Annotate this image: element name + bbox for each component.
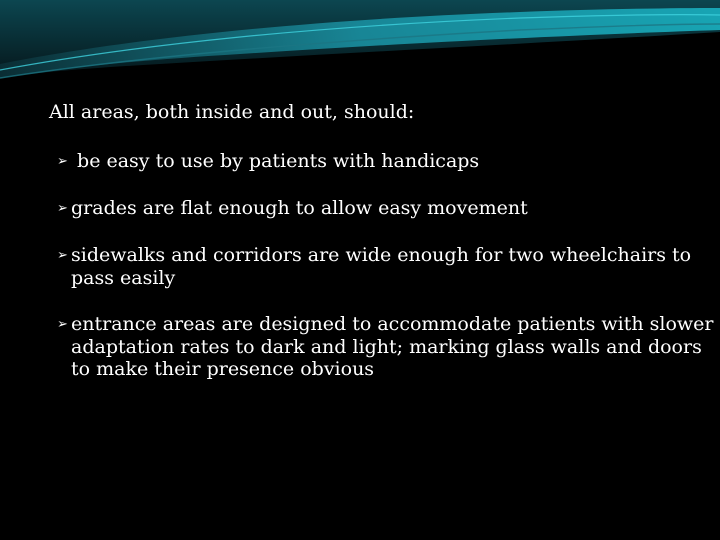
bullet-text: sidewalks and corridors are wide enough for two wheelchairs to pass easily	[71, 244, 692, 289]
arrow-bullet-icon: ➢	[57, 154, 68, 169]
arrow-bullet-icon: ➢	[57, 317, 68, 332]
bullet-text: be easy to use by patients with handicaps	[71, 150, 480, 172]
bullet-list	[49, 150, 714, 380]
bullet-text: entrance areas are designed to accommodate patients with slower adaptation rates to dark and light; marking glass walls and doors to make their presence obvious	[71, 313, 714, 380]
arrow-bullet-icon: ➢	[57, 201, 68, 216]
header-wave-decoration	[0, 0, 720, 90]
slide-body	[49, 100, 714, 404]
list-item	[49, 197, 714, 220]
intro-text: All areas, both inside and out, should:	[49, 101, 415, 123]
arrow-bullet-icon: ➢	[57, 248, 68, 263]
list-item	[49, 244, 714, 289]
list-item	[49, 313, 714, 380]
bullet-text: grades are flat enough to allow easy movement	[71, 197, 528, 219]
list-item	[49, 150, 714, 173]
